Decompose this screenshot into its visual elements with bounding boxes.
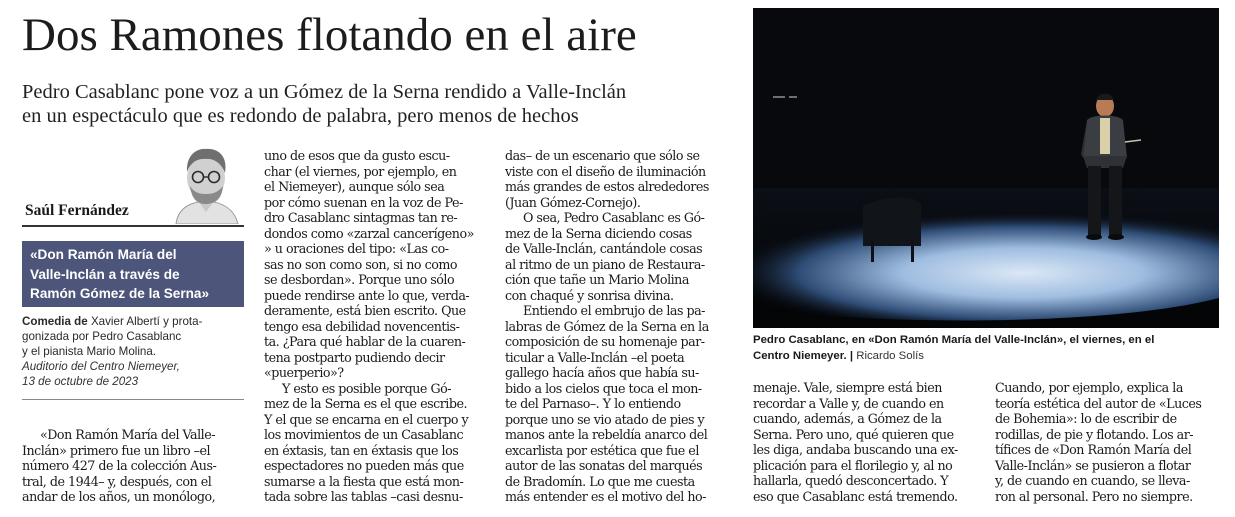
column-line: viste con el diseño de iluminación: [505, 163, 706, 179]
column-line: Serna. Pero uno, qué quieren que: [753, 426, 954, 442]
column-line: autor de las sonatas del marqués: [505, 458, 703, 473]
caption-line: Centro Niemeyer. | Ricardo Solís: [753, 350, 924, 362]
column-line: teoría estética del autor de «Luces: [995, 395, 1202, 411]
column-line: char (el viernes, por ejemplo, en: [264, 163, 457, 179]
credits-date: 13 de octubre de 2023: [22, 375, 139, 388]
byline: [22, 200, 244, 224]
credits-genre-label: Comedia de: [22, 315, 88, 328]
column-line: Y esto es posible porque Gó-: [282, 380, 452, 396]
column-line: plicación para el florilegio y, al no: [753, 457, 953, 473]
column-line: se desbordan». Porque uno sólo: [264, 272, 455, 287]
column-line: Cuando, por ejemplo, explica la: [995, 380, 1183, 395]
column-line: tífices de «Don Ramón María del: [995, 442, 1192, 457]
author-name: Saúl Fernández: [25, 202, 129, 219]
column-line: tada sobre las tablas –casi desnu-: [264, 489, 463, 504]
credits-line: y el pianista Mario Molina.: [22, 345, 157, 358]
column-line: composición de su homenaje par-: [505, 334, 705, 349]
column-line: tena postparto pudiendo decir: [264, 349, 445, 365]
show-title-box: [22, 241, 244, 307]
column-line: excarlista por estética que fue el: [505, 442, 699, 458]
column-line: hallarla, quedó desconcertado. Y: [753, 473, 949, 488]
column-line: más entender es el motivo del ho-: [505, 489, 706, 504]
column-line: dondos como «zarzal cancerígeno»: [264, 225, 474, 241]
photo-credit: Ricardo Solís: [856, 350, 924, 362]
column-line: menaje. Vale, siempre está bien: [753, 380, 942, 395]
column-line: das– de un escenario que sólo se: [505, 148, 700, 163]
column-line: bido a los cielos que toca el mon-: [505, 380, 702, 396]
column-line: ron al personal. Pero no siempre.: [995, 488, 1193, 504]
show-title-line: Valle-Inclán a través de: [30, 266, 180, 282]
article-column-1: [22, 427, 216, 505]
column-line: deramente, está bien escrito. Que: [264, 303, 466, 318]
column-line: labras de Gómez de la Serna en la: [505, 318, 709, 334]
stage-photo: [753, 8, 1219, 328]
column-line: te del Parnaso–. Y lo entiendo: [505, 396, 681, 411]
column-line: los movimientos de un Casablanc: [264, 427, 464, 442]
show-title-line: «Don Ramón María del: [30, 247, 177, 262]
column-line: ticular a Valle-Inclán –el poeta: [505, 349, 685, 365]
column-line: mez de la Serna diciendo cosas: [505, 225, 692, 241]
column-line: tral, de 1944– y, después, con el: [22, 473, 212, 489]
credits-divider: [22, 399, 244, 400]
column-line: de Bradomín. Lo que me cuesta: [505, 473, 695, 489]
column-line: de Bohemia»: lo de escribir de: [995, 411, 1177, 426]
column-line: puede rendirse ante lo que, verda-: [264, 287, 470, 303]
column-line: uno de esos que da gusto escu-: [264, 148, 450, 163]
column-line: sumarse a la fiesta que está mon-: [264, 473, 464, 489]
column-line: rodillas, de pie y flotando. Los ar-: [995, 426, 1194, 442]
subheadline: [22, 80, 742, 128]
column-line: » u oraciones del tipo: «Las co-: [264, 241, 449, 256]
column-line: espectadores no pueden más que: [264, 458, 464, 473]
column-line: (Juan Gómez-Cornejo).: [505, 194, 641, 210]
column-line: eso que Casablanc está tremendo.: [753, 488, 958, 504]
article-column-3: [505, 148, 709, 505]
column-line: mez de la Serna es el que escribe.: [264, 396, 468, 411]
column-line: les diga, andaba buscando una ex-: [753, 442, 958, 457]
column-line: O sea, Pedro Casablanc es Gó-: [523, 210, 705, 225]
column-line: el Niemeyer), aunque sólo sea: [264, 179, 445, 194]
column-line: cuando, además, a Gómez de la: [753, 411, 942, 426]
column-line: andar de los años, un monólogo,: [22, 489, 216, 504]
column-line: y, de cuando en cuando, se lleva-: [995, 473, 1190, 488]
column-line: por cómo suenan en la voz de Pe-: [264, 194, 463, 210]
caption-line: [753, 332, 1223, 348]
column-line: dro Casablanc sintagmas tan re-: [264, 210, 458, 225]
column-line: ción que tañe un Mario Molina: [505, 272, 689, 287]
headline: Dos Ramones flotando en el aire: [22, 9, 637, 61]
article-column-2: [264, 148, 474, 505]
credits-venue: Auditorio del Centro Niemeyer,: [22, 360, 180, 373]
column-line: más grandes de estos alrededores: [505, 179, 709, 194]
column-line: número 427 de la colección Aus-: [22, 458, 217, 473]
article-column-5: [995, 380, 1201, 504]
column-line: porque uno se vio atado de pies y: [505, 411, 705, 427]
column-line: en éxtasis, tan en éxtasis que los: [264, 442, 459, 458]
subheadline-line: Pedro Casablanc pone voz a un Gómez de la Serna rendido a Valle-Inclán: [22, 81, 627, 103]
byline-divider: [22, 225, 244, 227]
column-line: recordar a Valle y, de cuando en: [753, 395, 944, 411]
show-credits: [22, 314, 244, 389]
column-line: manos ante la rebeldía anarco del: [505, 427, 708, 442]
credits-line: gonizada por Pedro Casablanc: [22, 330, 182, 343]
show-title-line: Ramón Gómez de la Serna»: [30, 286, 210, 301]
column-line: Inclán» primero fue un libro –el: [22, 442, 211, 458]
column-line: sas no son como son, si no como: [264, 256, 458, 272]
subheadline-line: en un espectáculo que es redondo de palabra, pero menos de hechos: [22, 105, 579, 127]
photo-caption: [753, 332, 1223, 364]
caption-text: Pedro Casablanc, en «Don Ramón María del Valle-Inclán», el viernes, en el: [753, 334, 1155, 346]
article-column-4: [753, 380, 958, 504]
credits-line-rest: Xavier Albertí y prota-: [87, 315, 203, 328]
column-line: Y el que se encarna en el cuerpo y: [264, 411, 469, 427]
column-line: con chaqué y sonrisa divina.: [505, 287, 674, 303]
credits-line: [22, 314, 244, 329]
column-line: Entiendo el embrujo de las pa-: [523, 303, 705, 318]
column-line: ta. ¿Para qué hablar de la cuaren-: [264, 334, 466, 349]
column-line: gallego hacía años que había su-: [505, 365, 699, 380]
column-line: «Don Ramón María del Valle-: [40, 427, 216, 442]
column-line: de Valle-Inclán, cantándole cosas: [505, 241, 703, 256]
column-line: tengo esa debilidad novencentis-: [264, 318, 460, 334]
column-line: al ritmo de un piano de Restaura-: [505, 256, 705, 272]
caption-text-end: Centro Niemeyer.: [753, 350, 847, 362]
column-line: «puerperio»?: [264, 365, 344, 380]
column-line: Valle-Inclán» se pusieron a flotar: [995, 457, 1191, 473]
